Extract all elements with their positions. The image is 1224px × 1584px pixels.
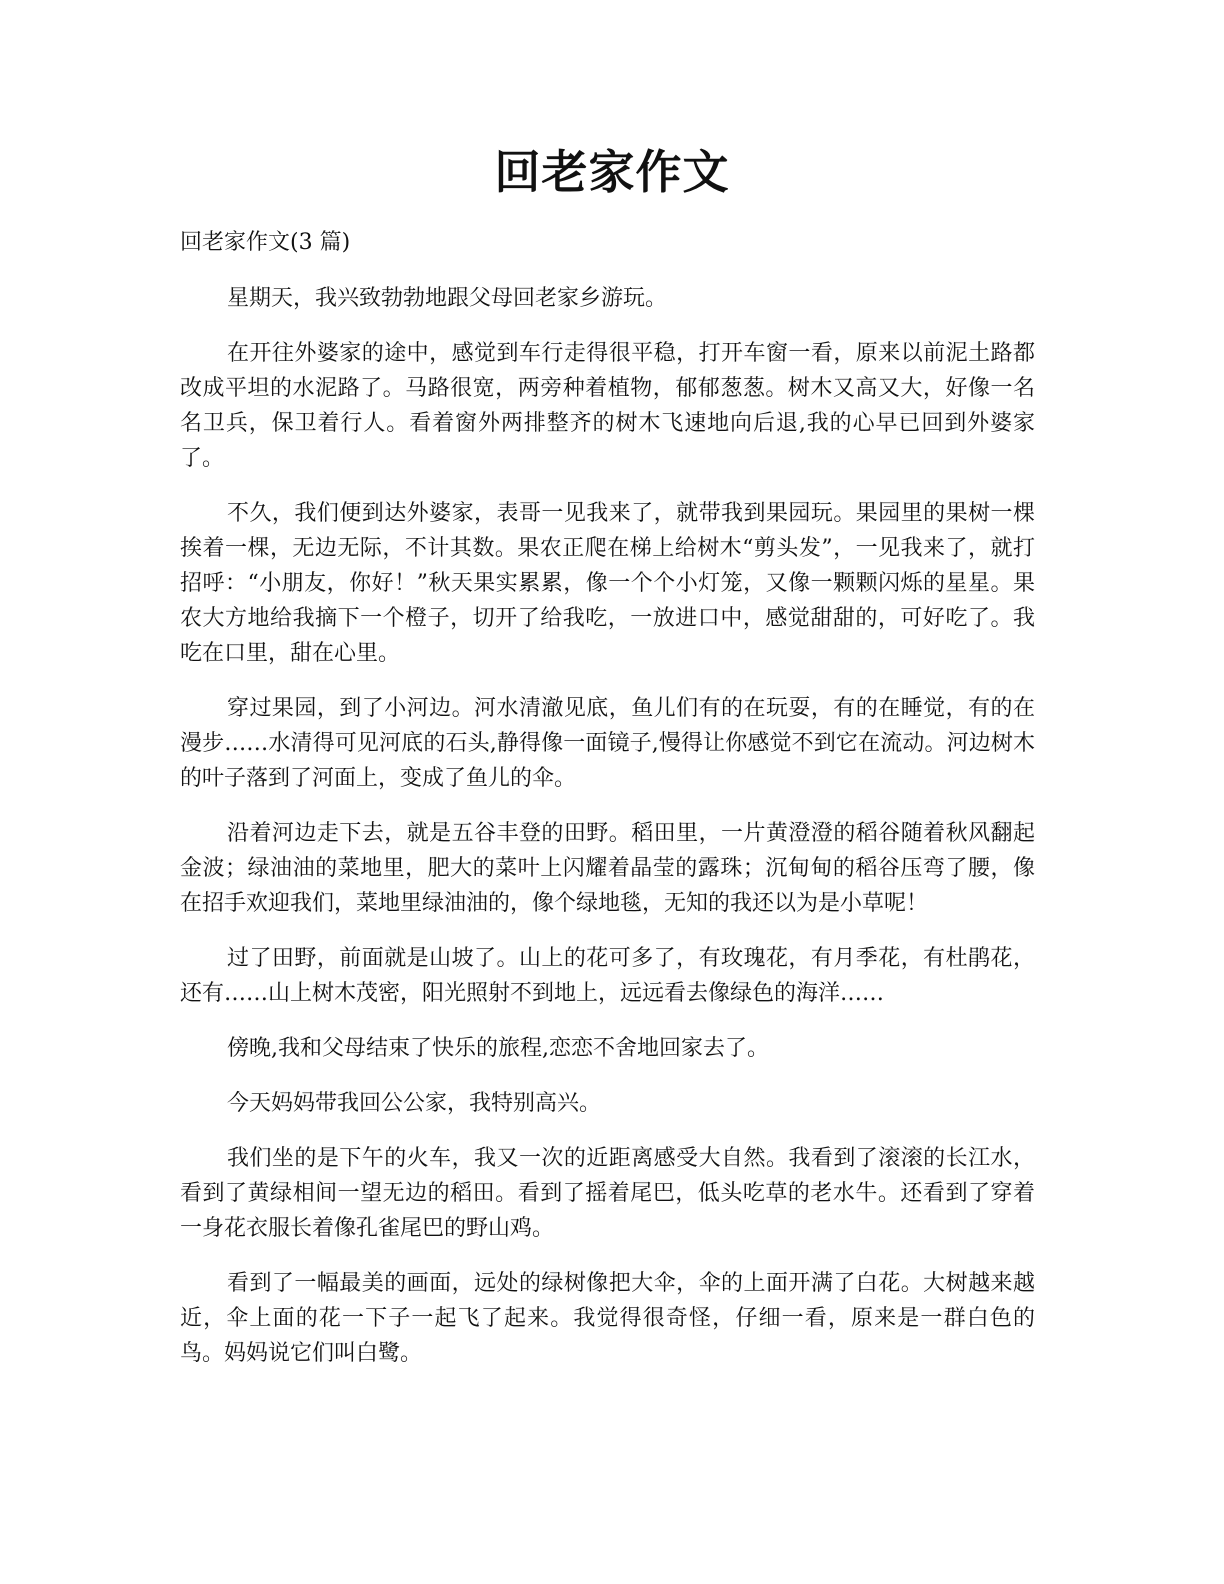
paragraph: 在开往外婆家的途中，感觉到车行走得很平稳，打开车窗一看，原来以前泥土路都改成平坦的水泥路了。马路很宽，两旁种着植物，郁郁葱葱。树木又高又大，好像一名名卫兵，保卫着行人。看着窗外两排整齐的树木飞速地向后退,我的心早已回到外婆家了。 xyxy=(180,341,1035,471)
paragraph: 看到了一幅最美的画面，远处的绿树像把大伞，伞的上面开满了白花。大树越来越近，伞上面的花一下子一起飞了起来。我觉得很奇怪，仔细一看，原来是一群白色的鸟。妈妈说它们叫白鹭。 xyxy=(180,1271,1035,1366)
paragraph: 傍晚,我和父母结束了快乐的旅程,恋恋不舍地回家去了。 xyxy=(227,1036,769,1061)
document-title: 回老家作文 xyxy=(494,145,730,199)
paragraph: 穿过果园，到了小河边。河水清澈见底，鱼儿们有的在玩耍，有的在睡觉，有的在漫步……水清得可见河底的石头,静得像一面镜子,慢得让你感觉不到它在流动。河边树木的叶子落到了河面上，变成了鱼儿的伞。 xyxy=(180,696,1035,791)
document-subtitle: 回老家作文(3 篇) xyxy=(180,230,351,255)
paragraph: 沿着河边走下去，就是五谷丰登的田野。稻田里，一片黄澄澄的稻谷随着秋风翻起金波；绿油油的菜地里，肥大的菜叶上闪耀着晶莹的露珠；沉甸甸的稻谷压弯了腰，像在招手欢迎我们，菜地里绿油油的，像个绿地毯，无知的我还以为是小草呢！ xyxy=(180,821,1035,916)
paragraph: 不久，我们便到达外婆家，表哥一见我来了，就带我到果园玩。果园里的果树一棵挨着一棵，无边无际，不计其数。果农正爬在梯上给树木“剪头发”，一见我来了，就打招呼：“小朋友，你好！”秋天果实累累，像一个个小灯笼，又像一颗颗闪烁的星星。果农大方地给我摘下一个橙子，切开了给我吃，一放进口中，感觉甜甜的，可好吃了。我吃在口里，甜在心里。 xyxy=(180,501,1035,666)
paragraph: 今天妈妈带我回公公家，我特别高兴。 xyxy=(227,1091,602,1116)
document-body xyxy=(180,226,1035,1391)
paragraph: 星期天，我兴致勃勃地跟父母回老家乡游玩。 xyxy=(227,286,668,311)
paragraph: 过了田野，前面就是山坡了。山上的花可多了，有玫瑰花，有月季花，有杜鹃花，还有……山上树木茂密，阳光照射不到地上，远远看去像绿色的海洋…… xyxy=(180,946,1035,1006)
paragraph: 我们坐的是下午的火车，我又一次的近距离感受大自然。我看到了滚滚的长江水，看到了黄绿相间一望无边的稻田。看到了摇着尾巴，低头吃草的老水牛。还看到了穿着一身花衣服长着像孔雀尾巴的野山鸡。 xyxy=(180,1146,1035,1241)
